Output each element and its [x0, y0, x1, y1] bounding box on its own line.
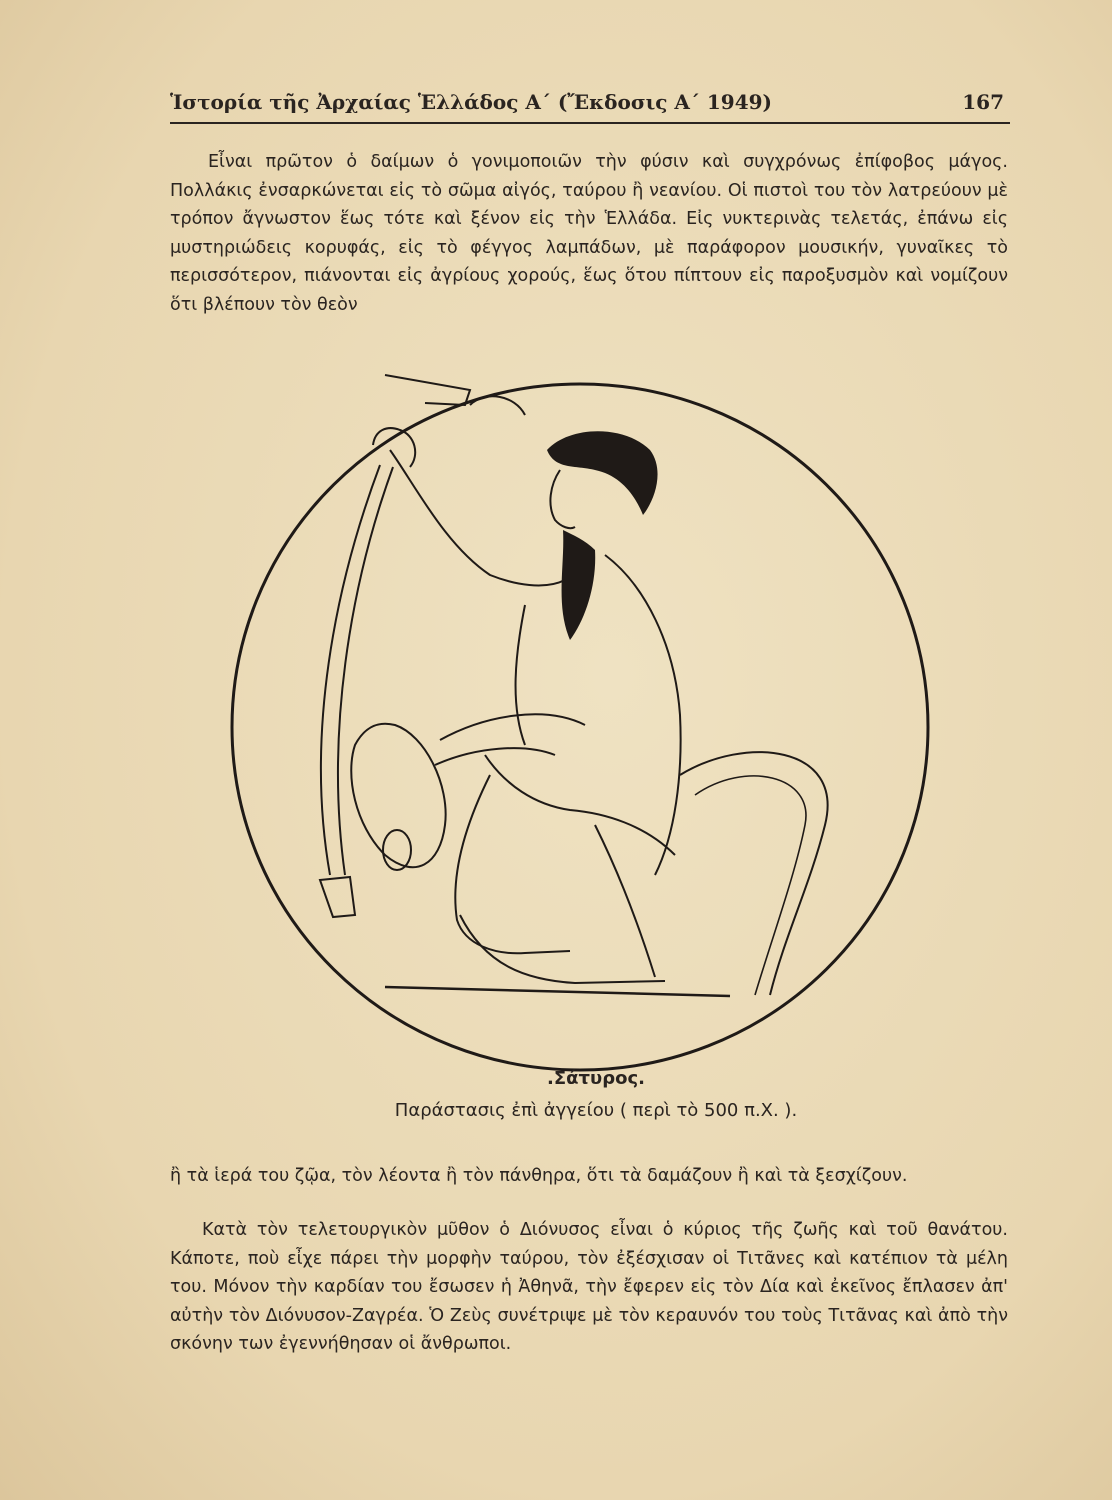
figure-caption-subtitle: Παράστασις ἐπὶ ἀγγείου ( περὶ τὸ 500 π.Χ. ). — [394, 1100, 798, 1121]
running-header — [170, 88, 1010, 124]
header-title: Ἱστορία τῆς Ἀρχαίας Ἑλλάδος Α΄ (Ἔκδοσις Α΄ 1949) — [170, 90, 773, 114]
body-paragraph-top: Εἶναι πρῶτον ὁ δαίμων ὁ γονιμοποιῶν τὴν φύσιν καὶ συγχρόνως ἐπίφοβος μάγος. Πολλάκις ἐνσαρκώνεται εἰς τὸ σῶμα αἰγός, ταύρου ἢ νεανίου. Οἱ πιστοὶ του τὸν λατρεύουν μὲ τρόπον ἄγνωστον ἕως τότε καὶ ξένον εἰς τὴν Ἑλλάδα. Εἰς νυκτερινὰς τελετάς, ἐπάνω εἰς μυστηριώδεις κορυφάς, εἰς τὸ φέγγος λαμπάδων, μὲ παράφορον μουσικήν, γυναῖκες τὸ περισσότερον, πιάνονται εἰς ἀγρίους χορούς, ἕως ὅτου πίπτουν εἰς παροξυσμὸν καὶ νομίζουν ὅτι βλέπουν τὸν θεὸν — [170, 152, 1008, 315]
figure-caption-title: .Σάτυρος. — [547, 1068, 645, 1089]
body-paragraph-continued: ἢ τὰ ἱερά του ζῷα, τὸν λέοντα ἢ τὸν πάνθηρα, ὅτι τὰ δαμάζουν ἢ καὶ τὰ ξεσχίζουν. — [170, 1166, 908, 1186]
page-number: 167 — [962, 90, 1004, 114]
satyr-vase-drawing — [225, 355, 945, 1075]
body-paragraph-myth: Κατὰ τὸν τελετουργικὸν μῦθον ὁ Διόνυσος εἶναι ὁ κύριος τῆς ζωῆς καὶ τοῦ θανάτου. Κάποτε, ποὺ εἶχε πάρει τὴν μορφὴν ταύρου, τὸν ἐξέσχισαν οἱ Τιτᾶνες καὶ κατέπιον τὰ μέλη του. Μόνον τὴν καρδίαν του ἔσωσεν ἡ Ἀθηνᾶ, τὴν ἔφερεν εἰς τὸν Δία καὶ ἐκεῖνος ἔπλασεν ἀπ' αὐτὴν τὸν Διόνυσον-Ζαγρέα. Ὁ Ζεὺς συνέτριψε μὲ τὸν κεραυνόν του τοὺς Τιτᾶνας καὶ ἀπὸ τὴν σκόνην των ἐγεννήθησαν οἱ ἄνθρωποι. — [170, 1220, 1008, 1354]
satyr-illustration — [225, 355, 945, 1075]
